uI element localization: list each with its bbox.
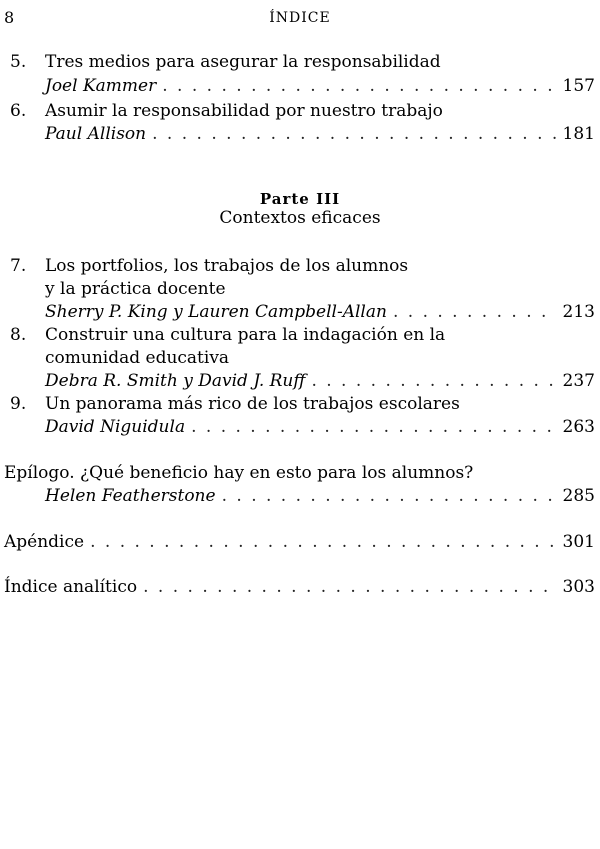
chapter-author: David Niguidula (45, 417, 186, 437)
leader-dots (162, 76, 556, 96)
epilogue-title: Epílogo. ¿Qué beneficio hay en esto para los alumnos? (4, 463, 474, 483)
chapter-byline (45, 371, 595, 391)
chapter-byline (45, 302, 595, 322)
chapter-title: Construir una cultura para la indagación en la (45, 325, 446, 345)
chapter-author: Debra R. Smith y David J. Ruff (45, 371, 306, 391)
appendix-page: 301 (562, 532, 595, 552)
chapter-page: 213 (562, 302, 595, 322)
chapter-number: 9. (10, 394, 27, 414)
index-title: Índice analítico (4, 577, 138, 597)
chapter-title: Los portfolios, los trabajos de los alumnos (45, 256, 409, 276)
chapter-page: 237 (562, 371, 595, 391)
chapter-number: 6. (10, 101, 27, 121)
chapter-title: Un panorama más rico de los trabajos escolares (45, 394, 460, 414)
appendix-title: Apéndice (4, 532, 85, 552)
chapter-byline (45, 76, 595, 96)
leader-dots (222, 486, 557, 506)
chapter-number: 8. (10, 325, 27, 345)
leader-dots (152, 124, 556, 144)
leader-dots (311, 371, 556, 391)
leader-dots (393, 302, 557, 322)
index-page: 303 (562, 577, 595, 597)
leader-dots (90, 532, 556, 552)
chapter-title: Asumir la responsabilidad por nuestro trabajo (45, 101, 443, 121)
chapter-title: Tres medios para asegurar la responsabilidad (45, 52, 441, 72)
chapter-byline (45, 417, 595, 437)
part-label: Parte III (259, 190, 341, 208)
chapter-number: 5. (10, 52, 27, 72)
chapter-page: 263 (562, 417, 595, 437)
running-header: ÍNDICE (269, 10, 331, 26)
part-subtitle: Contextos eficaces (219, 208, 381, 228)
chapter-title-continued: comunidad educativa (45, 348, 230, 368)
chapter-number: 7. (10, 256, 27, 276)
chapter-author: Sherry P. King y Lauren Campbell-Allan (45, 302, 387, 322)
epilogue-byline (45, 486, 595, 506)
leader-dots (191, 417, 556, 437)
appendix-entry (4, 532, 595, 552)
page-number: 8 (4, 8, 15, 27)
epilogue-author: Helen Featherstone (45, 486, 216, 506)
chapter-author: Joel Kammer (45, 76, 157, 96)
chapter-byline (45, 124, 595, 144)
chapter-page: 157 (562, 76, 595, 96)
epilogue-page: 285 (562, 486, 595, 506)
index-entry (4, 577, 595, 597)
chapter-title-continued: y la práctica docente (45, 279, 226, 299)
chapter-page: 181 (562, 124, 595, 144)
leader-dots (143, 577, 556, 597)
chapter-author: Paul Allison (45, 124, 147, 144)
